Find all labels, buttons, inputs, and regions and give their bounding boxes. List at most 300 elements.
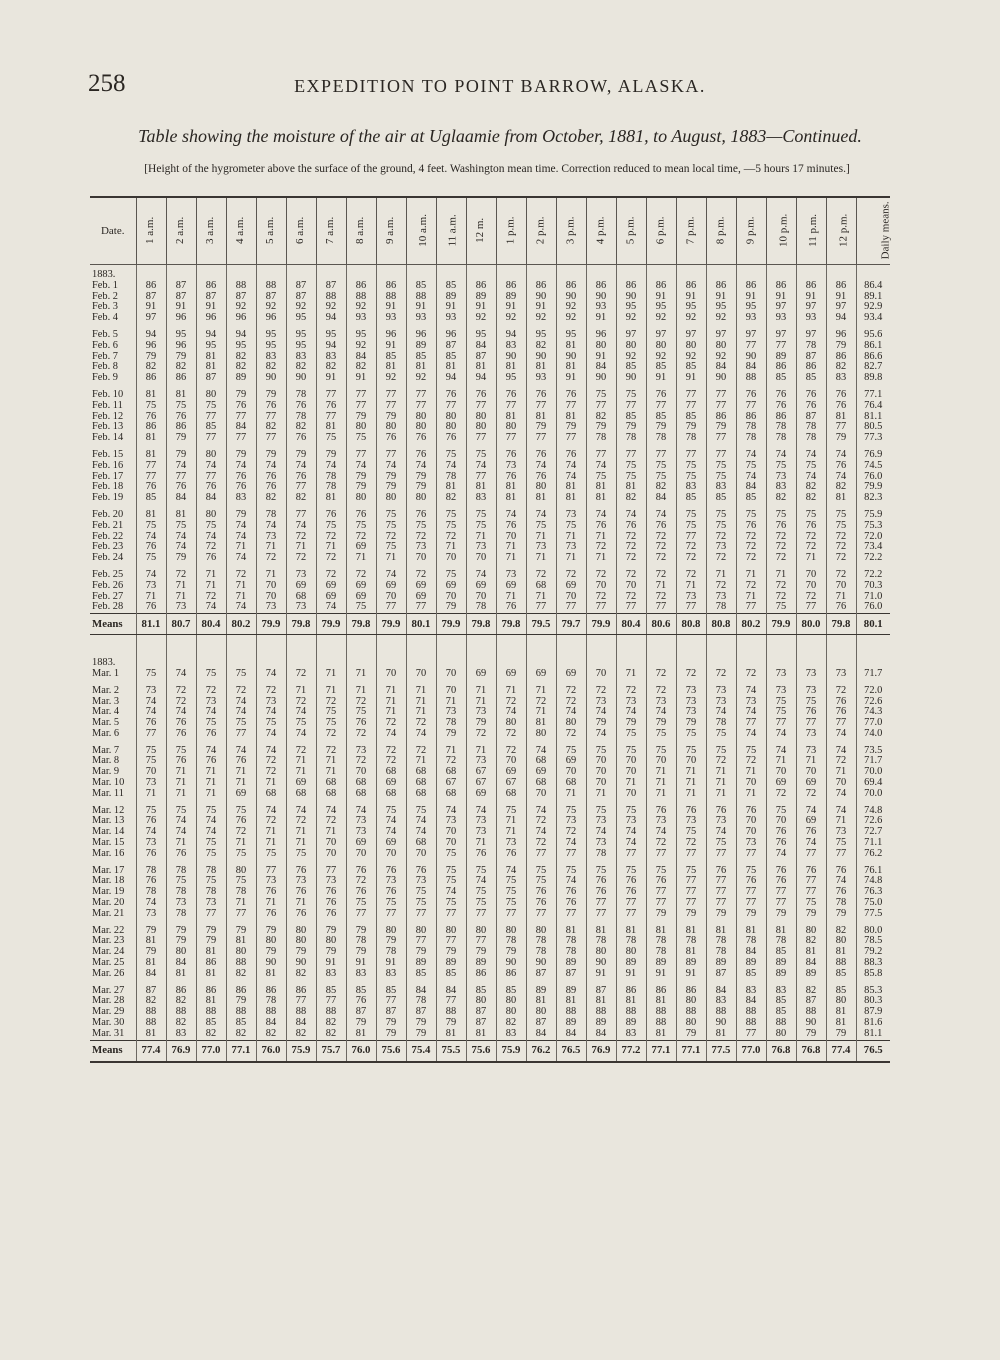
hour-value-cell: 92 (376, 373, 406, 384)
table-row (90, 553, 890, 564)
hour-value-cell: 95 (646, 302, 676, 313)
hour-value-cell: 86 (646, 986, 676, 997)
hour-value-cell: 86 (616, 986, 646, 997)
spacer-cell (736, 635, 766, 654)
hour-value-cell: 69 (346, 838, 376, 849)
hour-value-cell: 79 (226, 996, 256, 1007)
hour-value-cell: 81 (526, 996, 556, 1007)
hour-value-cell: 92 (346, 302, 376, 313)
hour-value-cell: 70 (766, 767, 796, 778)
hour-value-cell: 74 (316, 602, 346, 613)
hour-value-cell: 91 (166, 302, 196, 313)
hour-value-cell: 88 (646, 1018, 676, 1029)
hour-value-cell: 82 (496, 1018, 526, 1029)
hour-value-cell: 77 (406, 401, 436, 412)
hour-value-cell: 69 (496, 581, 526, 592)
date-cell: Feb. 3 (92, 301, 118, 313)
hour-value-cell: 81 (526, 493, 556, 504)
date-cell: Feb. 22 (92, 530, 124, 542)
hour-value-cell: 89 (586, 1018, 616, 1029)
hour-value-cell: 77 (676, 887, 706, 898)
hour-value-cell: 72 (586, 592, 616, 603)
hour-value-cell: 68 (526, 756, 556, 767)
hour-value-cell: 81 (196, 362, 226, 373)
spacer-cell (436, 635, 466, 654)
hour-value-cell: 71 (196, 581, 226, 592)
hour-value-cell: 87 (196, 292, 226, 303)
table-row (90, 669, 890, 680)
hour-value-cell: 80 (466, 996, 496, 1007)
hour-value-cell: 78 (706, 936, 736, 947)
hour-value-cell: 75 (136, 669, 166, 680)
hour-value-cell: 76 (526, 887, 556, 898)
hour-value-cell: 71 (376, 697, 406, 708)
hour-value-cell: 72 (796, 542, 826, 553)
daily-mean-cell: 72.2 (856, 570, 890, 581)
hourly-mean-cell: 79.8 (466, 614, 496, 635)
hour-value-cell: 71 (436, 697, 466, 708)
hour-value-cell: 83 (286, 352, 316, 363)
hour-value-cell: 74 (256, 806, 286, 817)
hour-value-cell: 73 (706, 542, 736, 553)
hour-value-cell: 77 (196, 433, 226, 444)
hour-value-cell: 94 (466, 373, 496, 384)
hour-value-cell: 80 (406, 422, 436, 433)
hour-value-cell: 74 (826, 450, 856, 461)
hour-value-cell: 75 (496, 806, 526, 817)
date-cell: Mar. 17 (92, 864, 125, 876)
hour-value-cell: 73 (376, 876, 406, 887)
hour-value-cell: 85 (496, 986, 526, 997)
daily-mean-cell: 70.3 (856, 581, 890, 592)
hour-value-cell: 73 (256, 532, 286, 543)
hour-value-cell: 78 (706, 718, 736, 729)
hour-value-cell: 72 (766, 592, 796, 603)
hour-value-cell: 90 (586, 292, 616, 303)
hour-value-cell: 73 (766, 472, 796, 483)
hourly-mean-cell: 81.1 (136, 614, 166, 635)
hour-label: 9 p.m. (744, 216, 757, 245)
hour-value-cell: 86 (166, 986, 196, 997)
hour-value-cell: 77 (436, 936, 466, 947)
hour-value-cell: 71 (166, 767, 196, 778)
hour-value-cell: 92 (316, 302, 346, 313)
hour-value-cell: 72 (736, 532, 766, 543)
hour-value-cell: 72 (286, 669, 316, 680)
hour-value-cell: 76 (616, 521, 646, 532)
means-row (90, 1040, 890, 1062)
hour-value-cell: 85 (406, 281, 436, 292)
hour-value-cell: 73 (196, 898, 226, 909)
hour-value-cell: 88 (586, 1007, 616, 1018)
hour-value-cell: 72 (616, 592, 646, 603)
hour-value-cell: 77 (256, 866, 286, 877)
hour-value-cell: 82 (646, 482, 676, 493)
hour-value-cell: 71 (406, 707, 436, 718)
hour-value-cell: 69 (226, 789, 256, 800)
hour-value-cell: 69 (316, 581, 346, 592)
hour-value-cell: 89 (226, 373, 256, 384)
hour-value-cell: 81 (796, 947, 826, 958)
hour-value-cell: 89 (556, 1018, 586, 1029)
hour-value-cell: 77 (256, 433, 286, 444)
hour-value-cell: 73 (556, 542, 586, 553)
hour-column-header (826, 197, 856, 265)
hour-value-cell: 74 (166, 532, 196, 543)
hour-value-cell: 86 (496, 281, 526, 292)
blank-cell (256, 653, 286, 669)
hour-value-cell: 91 (676, 373, 706, 384)
hour-column-header (376, 197, 406, 265)
hour-value-cell: 74 (466, 806, 496, 817)
hourly-mean-cell: 76.9 (166, 1040, 196, 1062)
hour-value-cell: 75 (436, 866, 466, 877)
hour-value-cell: 77 (556, 401, 586, 412)
hour-value-cell: 74 (196, 461, 226, 472)
hour-value-cell: 81 (826, 1007, 856, 1018)
hour-value-cell: 81 (256, 969, 286, 980)
hour-value-cell: 74 (436, 461, 466, 472)
hour-value-cell: 73 (256, 876, 286, 887)
blank-cell (586, 653, 616, 669)
hour-value-cell: 82 (586, 412, 616, 423)
hour-value-cell: 76 (526, 898, 556, 909)
hour-value-cell: 86 (796, 362, 826, 373)
hour-value-cell: 70 (136, 767, 166, 778)
hour-value-cell: 77 (736, 718, 766, 729)
hour-value-cell: 72 (316, 746, 346, 757)
year-row (90, 265, 890, 281)
hour-value-cell: 71 (736, 570, 766, 581)
hour-value-cell: 72 (676, 553, 706, 564)
hourly-mean-cell: 80.1 (406, 614, 436, 635)
hour-value-cell: 84 (646, 493, 676, 504)
hour-value-cell: 71 (226, 898, 256, 909)
hour-value-cell: 76 (496, 521, 526, 532)
hour-value-cell: 73 (676, 816, 706, 827)
hour-value-cell: 79 (136, 947, 166, 958)
daily-mean-cell: 77.1 (856, 390, 890, 401)
hour-value-cell: 81 (496, 493, 526, 504)
hour-value-cell: 75 (226, 669, 256, 680)
hour-value-cell: 72 (706, 756, 736, 767)
hour-value-cell: 92 (706, 352, 736, 363)
hour-value-cell: 75 (766, 510, 796, 521)
hour-value-cell: 71 (706, 767, 736, 778)
hour-value-cell: 81 (826, 493, 856, 504)
hour-value-cell: 87 (436, 341, 466, 352)
hour-value-cell: 71 (766, 756, 796, 767)
hour-value-cell: 83 (826, 373, 856, 384)
hour-value-cell: 77 (196, 472, 226, 483)
blank-cell (496, 265, 526, 281)
hour-value-cell: 74 (376, 461, 406, 472)
hour-value-cell: 87 (526, 969, 556, 980)
hour-value-cell: 77 (706, 887, 736, 898)
hour-value-cell: 83 (616, 1029, 646, 1040)
hour-value-cell: 79 (706, 422, 736, 433)
hour-value-cell: 77 (136, 729, 166, 740)
hour-value-cell: 73 (406, 876, 436, 887)
hourly-mean-cell: 80.7 (166, 614, 196, 635)
hour-value-cell: 74 (766, 450, 796, 461)
date-cell: Mar. 4 (92, 706, 120, 718)
hour-value-cell: 80 (496, 926, 526, 937)
blank-cell (646, 265, 676, 281)
hour-value-cell: 85 (766, 996, 796, 1007)
hour-value-cell: 76 (796, 827, 826, 838)
hour-value-cell: 77 (766, 718, 796, 729)
hourly-mean-cell: 76.2 (526, 1040, 556, 1062)
blank-cell (196, 653, 226, 669)
hour-value-cell: 84 (526, 1029, 556, 1040)
hour-value-cell: 78 (466, 602, 496, 613)
hour-value-cell: 71 (646, 778, 676, 789)
hour-value-cell: 74 (256, 521, 286, 532)
hour-value-cell: 70 (826, 581, 856, 592)
hour-value-cell: 77 (256, 412, 286, 423)
hour-value-cell: 75 (766, 461, 796, 472)
hour-value-cell: 74 (406, 827, 436, 838)
blank-cell (256, 265, 286, 281)
hour-value-cell: 94 (136, 330, 166, 341)
date-cell: Mar. 23 (92, 935, 125, 947)
hour-value-cell: 73 (136, 909, 166, 920)
hour-label: 4 p.m. (594, 216, 607, 245)
hour-value-cell: 71 (496, 686, 526, 697)
table-row (90, 493, 890, 504)
hour-value-cell: 76 (586, 887, 616, 898)
hour-value-cell: 76 (736, 521, 766, 532)
hour-value-cell: 77 (196, 412, 226, 423)
hour-value-cell: 85 (646, 412, 676, 423)
hour-value-cell: 73 (796, 729, 826, 740)
blank-cell (226, 653, 256, 669)
hour-value-cell: 79 (376, 412, 406, 423)
hour-value-cell: 75 (376, 806, 406, 817)
hour-value-cell: 91 (496, 302, 526, 313)
blank-cell (526, 265, 556, 281)
date-cell: Feb. 25 (92, 568, 124, 580)
hour-value-cell: 75 (616, 866, 646, 877)
hour-value-cell: 91 (676, 292, 706, 303)
date-cell: Feb. 4 (92, 312, 118, 324)
hour-value-cell: 76 (136, 412, 166, 423)
hour-value-cell: 75 (406, 898, 436, 909)
daily-mean-cell: 81.1 (856, 412, 890, 423)
blank-cell (676, 653, 706, 669)
hour-value-cell: 89 (436, 292, 466, 303)
hour-value-cell: 72 (706, 581, 736, 592)
hour-value-cell: 73 (466, 542, 496, 553)
hour-value-cell: 80 (166, 947, 196, 958)
hour-value-cell: 76 (826, 401, 856, 412)
hour-value-cell: 90 (286, 373, 316, 384)
hour-value-cell: 71 (376, 686, 406, 697)
hour-value-cell: 79 (646, 909, 676, 920)
hour-value-cell: 77 (316, 412, 346, 423)
hour-value-cell: 81 (436, 1029, 466, 1040)
hour-value-cell: 75 (676, 729, 706, 740)
hour-value-cell: 77 (706, 401, 736, 412)
hour-value-cell: 76 (436, 433, 466, 444)
hour-value-cell: 75 (736, 866, 766, 877)
blank-cell (406, 265, 436, 281)
hour-value-cell: 76 (766, 866, 796, 877)
hour-value-cell: 80 (196, 450, 226, 461)
hour-value-cell: 76 (406, 510, 436, 521)
date-cell: Feb. 14 (92, 432, 124, 444)
hour-value-cell: 91 (646, 292, 676, 303)
hour-value-cell: 75 (136, 521, 166, 532)
hour-value-cell: 75 (436, 510, 466, 521)
hour-value-cell: 90 (556, 352, 586, 363)
hour-label: 4 a.m. (234, 216, 247, 245)
hour-value-cell: 71 (526, 592, 556, 603)
hour-value-cell: 74 (496, 510, 526, 521)
hour-value-cell: 91 (826, 292, 856, 303)
hour-value-cell: 79 (196, 926, 226, 937)
hour-column-header (526, 197, 556, 265)
blank-cell (466, 265, 496, 281)
hourly-mean-cell: 77.0 (736, 1040, 766, 1062)
hour-value-cell: 86 (136, 422, 166, 433)
hour-value-cell: 69 (346, 542, 376, 553)
hour-value-cell: 81 (526, 362, 556, 373)
hour-value-cell: 77 (586, 909, 616, 920)
hour-value-cell: 79 (826, 1029, 856, 1040)
hour-value-cell: 92 (496, 313, 526, 324)
hour-value-cell: 70 (616, 581, 646, 592)
hour-value-cell: 71 (466, 838, 496, 849)
hour-value-cell: 83 (316, 969, 346, 980)
hour-value-cell: 90 (256, 373, 286, 384)
hour-value-cell: 71 (286, 827, 316, 838)
hour-value-cell: 80 (796, 926, 826, 937)
hour-value-cell: 76 (466, 849, 496, 860)
table-row (90, 909, 890, 920)
hour-value-cell: 75 (676, 472, 706, 483)
hour-value-cell: 80 (526, 729, 556, 740)
daily-mean-cell: 79.2 (856, 947, 890, 958)
hour-value-cell: 85 (766, 947, 796, 958)
hour-value-cell: 79 (346, 1018, 376, 1029)
hour-value-cell: 77 (736, 602, 766, 613)
date-cell: Feb. 6 (92, 339, 118, 351)
hour-value-cell: 80 (526, 1007, 556, 1018)
blank-cell (316, 653, 346, 669)
hour-value-cell: 91 (196, 302, 226, 313)
hour-value-cell: 74 (736, 729, 766, 740)
hour-value-cell: 71 (586, 789, 616, 800)
hour-value-cell: 75 (706, 521, 736, 532)
hour-column-header (646, 197, 676, 265)
hour-value-cell: 75 (346, 521, 376, 532)
hour-value-cell: 89 (706, 958, 736, 969)
hour-value-cell: 75 (316, 718, 346, 729)
year-label: 1883. (92, 269, 116, 280)
hour-value-cell: 77 (646, 849, 676, 860)
hour-value-cell: 81 (766, 926, 796, 937)
hour-value-cell: 71 (526, 532, 556, 543)
hour-value-cell: 93 (376, 313, 406, 324)
hour-value-cell: 71 (166, 592, 196, 603)
hour-value-cell: 79 (346, 926, 376, 937)
hour-label: 11 a.m. (446, 214, 459, 247)
hour-value-cell: 79 (166, 433, 196, 444)
hour-value-cell: 71 (676, 778, 706, 789)
hour-column-header (166, 197, 196, 265)
hour-value-cell: 73 (826, 827, 856, 838)
hour-value-cell: 71 (436, 542, 466, 553)
hour-value-cell: 74 (646, 510, 676, 521)
hour-value-cell: 78 (526, 936, 556, 947)
hour-value-cell: 75 (436, 570, 466, 581)
hour-value-cell: 78 (316, 472, 346, 483)
daily-mean-cell: 74.5 (856, 461, 890, 472)
hour-value-cell: 69 (796, 778, 826, 789)
hour-value-cell: 72 (346, 532, 376, 543)
hour-value-cell: 90 (556, 292, 586, 303)
date-cell: Mar. 20 (92, 897, 125, 909)
hour-value-cell: 78 (346, 936, 376, 947)
hour-value-cell: 76 (196, 553, 226, 564)
hour-value-cell: 76 (316, 898, 346, 909)
hour-value-cell: 74 (526, 746, 556, 757)
blank-cell (646, 653, 676, 669)
hour-value-cell: 71 (346, 553, 376, 564)
table-header-row (90, 197, 890, 265)
hour-value-cell: 87 (136, 986, 166, 997)
hour-value-cell: 73 (166, 898, 196, 909)
hour-value-cell: 72 (736, 581, 766, 592)
hour-value-cell: 76 (766, 390, 796, 401)
hour-value-cell: 74 (196, 816, 226, 827)
hour-value-cell: 74 (226, 532, 256, 543)
hour-value-cell: 69 (466, 581, 496, 592)
hour-value-cell: 72 (226, 827, 256, 838)
hour-value-cell: 75 (616, 729, 646, 740)
hour-value-cell: 72 (346, 570, 376, 581)
hour-value-cell: 88 (316, 1007, 346, 1018)
hourly-mean-cell: 76.0 (346, 1040, 376, 1062)
spacer-cell (676, 635, 706, 654)
hourly-mean-cell: 77.1 (226, 1040, 256, 1062)
hour-value-cell: 73 (496, 570, 526, 581)
hour-value-cell: 77 (526, 849, 556, 860)
hour-value-cell: 76 (166, 849, 196, 860)
hour-column-header (766, 197, 796, 265)
hour-value-cell: 68 (436, 789, 466, 800)
hourly-mean-cell: 80.4 (616, 614, 646, 635)
hour-value-cell: 77 (796, 602, 826, 613)
hour-value-cell: 75 (586, 806, 616, 817)
hour-value-cell: 72 (286, 746, 316, 757)
hour-value-cell: 80 (526, 482, 556, 493)
spacer-cell (406, 635, 436, 654)
hour-value-cell: 77 (556, 602, 586, 613)
daily-mean-cell: 73.4 (856, 542, 890, 553)
blank-cell (616, 653, 646, 669)
hour-value-cell: 81 (616, 926, 646, 937)
hour-value-cell: 75 (316, 433, 346, 444)
hour-value-cell: 70 (676, 756, 706, 767)
hour-value-cell: 69 (796, 816, 826, 827)
hour-value-cell: 71 (616, 669, 646, 680)
blank-cell (826, 653, 856, 669)
date-cell: Feb. 12 (92, 410, 124, 422)
hour-value-cell: 91 (646, 969, 676, 980)
